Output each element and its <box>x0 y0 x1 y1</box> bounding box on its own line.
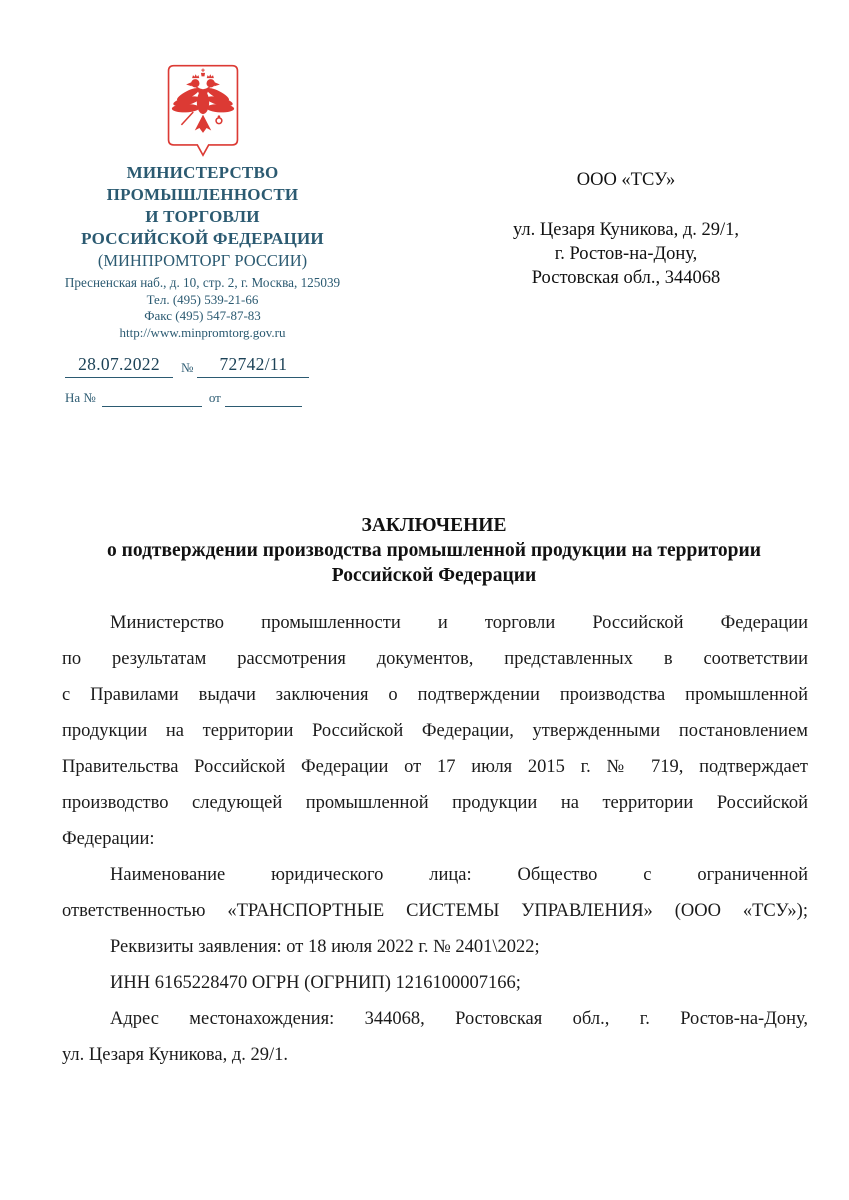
ministry-name-line: МИНИСТЕРСТВО <box>126 163 279 182</box>
body-line: ул. Цезаря Куникова, д. 29/1. <box>62 1045 289 1065</box>
document-title <box>60 513 808 588</box>
ministry-address: Пресненская наб., д. 10, стр. 2, г. Москва, 125039 <box>64 275 341 290</box>
document-title-line: Российской Федерации <box>331 565 537 586</box>
ministry-short-name: (МИНПРОМТОРГ РОССИИ) <box>97 251 308 270</box>
coat-of-arms-icon <box>167 64 239 159</box>
ref-number-label: На № <box>65 390 96 405</box>
body-line: ответственностью «ТРАНСПОРТНЫЕ СИСТЕМЫ УПРАВЛЕНИЯ» (ООО «ТСУ»); <box>62 901 808 921</box>
document-body <box>62 605 808 1073</box>
document-title-line: о подтверждении производства промышленной продукции на территории <box>107 540 761 561</box>
document-date-number-row <box>65 354 370 378</box>
ministry-contacts <box>35 275 370 341</box>
ref-date-blank <box>225 390 302 407</box>
ministry-fax: Факс (495) 547-87-83 <box>144 308 261 323</box>
body-line: продукции на территории Российской Федерации, утвержденными постановлением <box>62 721 808 741</box>
ministry-phone: Тел. (495) 539-21-66 <box>146 291 259 307</box>
body-line: Федерации: <box>62 829 155 849</box>
body-line: Реквизиты заявления: от 18 июля 2022 г. № 2401\2022; <box>110 937 540 957</box>
body-line: Министерство промышленности и торговли Российской Федерации <box>110 613 808 633</box>
ministry-letterhead <box>35 64 370 407</box>
body-line: по результатам рассмотрения документов, представленных в соответствии <box>62 649 808 669</box>
recipient-address-line: ул. Цезаря Куникова, д. 29/1, <box>512 220 740 240</box>
body-line: с Правилами выдачи заключения о подтверждении производства промышленной <box>62 685 808 705</box>
recipient-name: ООО «ТСУ» <box>576 170 676 190</box>
number-sign-label: № <box>181 360 194 375</box>
document-date: 28.07.2022 <box>65 354 173 378</box>
ministry-name-line: РОССИЙСКОЙ ФЕДЕРАЦИИ <box>81 229 324 248</box>
document-number: 72742/11 <box>197 354 309 378</box>
ref-from-label: от <box>208 390 221 405</box>
body-line: Адрес местонахождения: 344068, Ростовская обл., г. Ростов-на-Дону, <box>110 1009 808 1029</box>
body-line: ИНН 6165228470 ОГРН (ОГРНИП) 1216100007166; <box>110 973 521 993</box>
ministry-name-line: ПРОМЫШЛЕННОСТИ <box>106 185 299 204</box>
recipient-block <box>500 168 752 290</box>
recipient-address-line: г. Ростов-на-Дону, <box>554 244 698 264</box>
recipient-address-line: Ростовская обл., 344068 <box>531 268 721 288</box>
reference-row <box>65 390 370 407</box>
body-line: Правительства Российской Федерации от 17 июля 2015 г. № 719, подтверждает <box>62 757 808 777</box>
document-title-line: ЗАКЛЮЧЕНИЕ <box>361 515 507 536</box>
body-line: производство следующей промышленной продукции на территории Российской <box>62 793 808 813</box>
body-line: Наименование юридического лица: Общество с ограниченной <box>110 865 808 885</box>
ministry-name-line: И ТОРГОВЛИ <box>145 207 260 226</box>
ref-number-blank <box>102 390 202 407</box>
ministry-name <box>35 162 370 250</box>
ministry-website: http://www.minpromtorg.gov.ru <box>119 324 286 340</box>
